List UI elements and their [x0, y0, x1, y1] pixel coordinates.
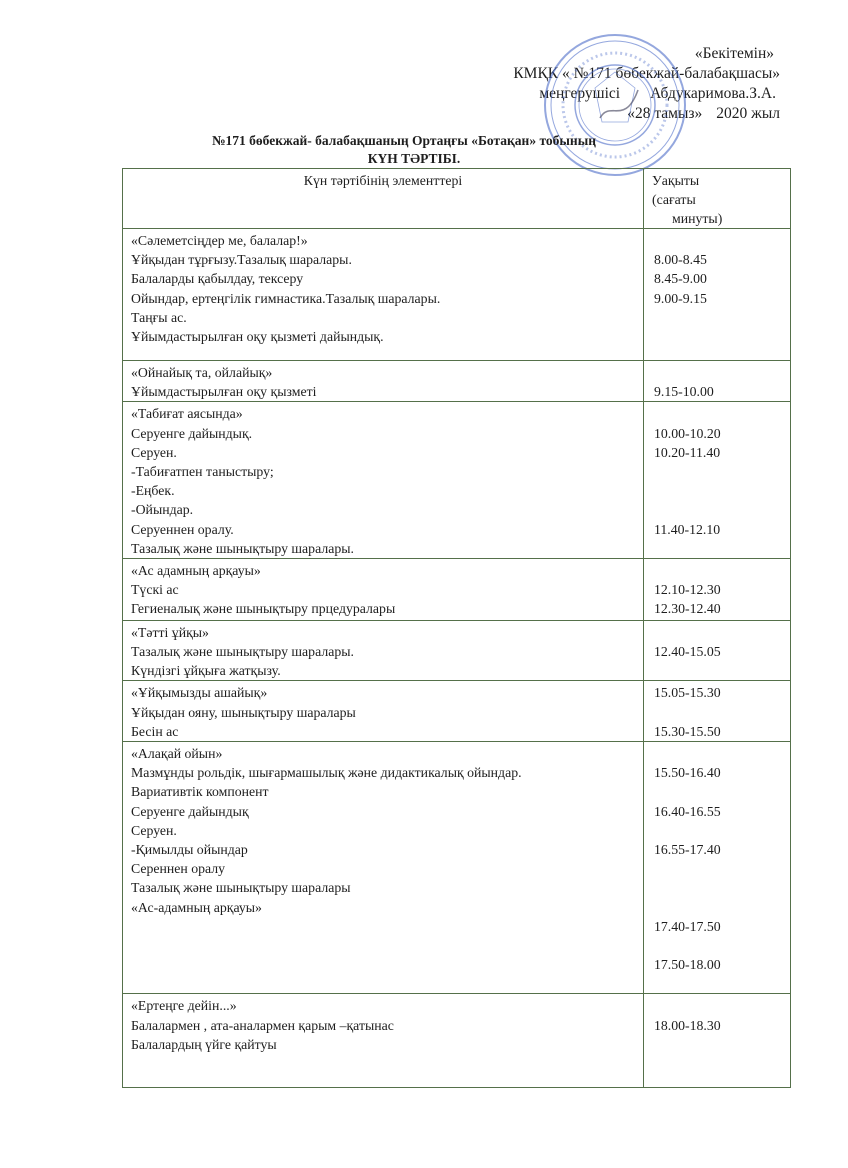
activity-item: Ойындар, ертеңгілік гимнастика.Тазалық шаралары.	[131, 290, 441, 306]
activity-item: Серуен.	[131, 444, 177, 460]
approval-name: Абдукаримова.З.А.	[650, 85, 776, 102]
activity-item	[131, 936, 639, 955]
time-value	[654, 936, 786, 955]
activity-item: Серуен.	[131, 822, 177, 838]
time-value	[654, 703, 786, 722]
time-cell	[644, 229, 791, 361]
table-header-row	[123, 169, 791, 229]
time-cell	[644, 361, 791, 402]
activity-item: Ұйқыдан тұрғызу.Тазалық шаралары.	[131, 252, 352, 268]
time-cell	[644, 994, 791, 1088]
approval-date: «28 тамыз»	[627, 105, 703, 122]
time-value	[654, 878, 786, 897]
time-value: 16.40-16.55	[654, 803, 721, 819]
time-value	[654, 231, 786, 250]
time-value: 10.20-11.40	[654, 444, 721, 460]
table-row	[123, 681, 791, 742]
time-value	[654, 661, 786, 680]
time-value	[654, 898, 786, 917]
time-value: 15.05-15.30	[654, 685, 721, 701]
table-row	[123, 994, 791, 1088]
activity-item: Таңғы ас.	[131, 309, 187, 325]
activity-item: Балаларды қабылдау, тексеру	[131, 271, 304, 287]
time-value: 9.00-9.15	[654, 290, 707, 306]
time-cell	[644, 742, 791, 994]
table-row	[123, 229, 791, 361]
activity-item: Ұйқыдан ояну, шынықтыру шаралары	[131, 704, 356, 720]
time-value: 16.55-17.40	[654, 841, 721, 857]
time-cell	[644, 558, 791, 620]
activity-item: -Ойындар.	[131, 502, 194, 518]
activity-item: -Еңбек.	[131, 483, 175, 499]
time-value	[654, 821, 786, 840]
activity-cell	[123, 681, 644, 742]
time-value	[654, 327, 786, 346]
activity-item: «Тәтті ұйқы»	[131, 624, 209, 640]
activity-cell	[123, 742, 644, 994]
time-value	[654, 1035, 786, 1054]
document-title: №171 бөбекжай- балабақшаның Ортаңғы «Ботақан» тобының	[211, 133, 597, 148]
time-value	[654, 404, 786, 423]
daily-schedule-table	[122, 168, 791, 1088]
activity-item: «Ұйқымызды ашайық»	[131, 685, 268, 701]
time-value: 12.10-12.30	[654, 582, 721, 598]
activity-item: «Табиғат аясында»	[131, 406, 243, 422]
time-cell	[644, 402, 791, 559]
time-value: 11.40-12.10	[654, 521, 721, 537]
activity-item: -Қимылды ойындар	[131, 841, 248, 857]
table-row	[123, 620, 791, 681]
approval-role: меңгерушісі	[539, 85, 621, 102]
activity-item	[131, 955, 639, 974]
time-value	[654, 782, 786, 801]
time-value	[654, 623, 786, 642]
activity-cell	[123, 402, 644, 559]
activity-item: Бесін ас	[131, 723, 179, 739]
activity-item: Күндізгі ұйқыға жатқызу.	[131, 663, 281, 679]
activity-item: Балалардың үйге қайтуы	[131, 1036, 277, 1052]
time-cell	[644, 681, 791, 742]
time-value: 8.00-8.45	[654, 252, 707, 268]
activity-item	[131, 974, 639, 993]
activity-item: «Алақай ойын»	[131, 746, 223, 761]
activity-item	[131, 917, 639, 936]
activity-item: Вариативтік компонент	[131, 784, 269, 800]
time-value	[654, 561, 786, 580]
time-value: 17.40-17.50	[654, 918, 721, 934]
signature-mark	[600, 90, 638, 118]
time-value: 9.15-10.00	[654, 384, 714, 400]
time-value	[654, 462, 786, 481]
activity-item: Балалармен , ата-аналармен қарым –қатынас	[131, 1017, 394, 1033]
table-row	[123, 402, 791, 559]
time-cell	[644, 620, 791, 681]
time-value: 15.50-16.40	[654, 765, 721, 781]
time-value: 12.30-12.40	[654, 601, 721, 617]
header-elements: Күн тәртібінің элементтері	[123, 169, 644, 229]
activity-item: Серуенге дайындық.	[131, 425, 253, 441]
activity-item: Тазалық және шынықтыру шаралары.	[131, 540, 354, 556]
activity-cell	[123, 558, 644, 620]
table-row	[123, 558, 791, 620]
approval-year: 2020 жыл	[716, 105, 780, 122]
activity-item: «Ас-адамның арқауы»	[131, 899, 262, 915]
time-value	[654, 744, 786, 763]
activity-item: Ұйымдастырылған оқу қызметі	[131, 384, 317, 400]
time-value: 12.40-15.05	[654, 644, 721, 660]
activity-item: Түскі ас	[131, 582, 179, 598]
activity-item: «Сәлеметсіңдер ме, балалар!»	[131, 233, 308, 248]
activity-item: Серуенге дайындық	[131, 803, 249, 819]
time-value	[654, 996, 786, 1015]
approval-heading: «Бекітемін»	[694, 45, 774, 62]
time-value	[654, 481, 786, 500]
activity-item: «Ас адамның арқауы»	[131, 562, 261, 578]
activity-cell	[123, 229, 644, 361]
activity-item: Тазалық және шынықтыру шаралары	[131, 880, 351, 896]
table-row	[123, 742, 791, 994]
activity-item: Мазмұнды рольдік, шығармашылық және дидактикалық ойындар.	[131, 765, 522, 781]
time-value: 18.00-18.30	[654, 1017, 721, 1033]
time-value	[654, 859, 786, 878]
time-value	[654, 363, 786, 382]
activity-item: «Ойнайық та, ойлайық»	[131, 365, 273, 380]
table-row	[123, 361, 791, 402]
activity-item: «Ертеңге дейін...»	[131, 998, 237, 1014]
activity-item: Сереннен оралу	[131, 861, 226, 877]
time-value	[654, 308, 786, 327]
activity-item: Серуеннен оралу.	[131, 521, 234, 537]
time-value	[654, 500, 786, 519]
time-value	[654, 974, 786, 993]
time-value: 17.50-18.00	[654, 957, 721, 973]
time-value: 15.30-15.50	[654, 723, 721, 739]
activity-item: Тазалық және шынықтыру шаралары.	[131, 644, 354, 660]
time-value	[654, 539, 786, 558]
activity-item: Ұйымдастырылған оқу қызметі дайындық.	[131, 328, 384, 344]
activity-cell	[123, 620, 644, 681]
activity-item: Гегиеналық және шынықтыру прцедуралары	[131, 601, 396, 617]
document-subtitle: КҮН ТӘРТІБІ.	[367, 151, 461, 166]
time-value: 10.00-10.20	[654, 425, 721, 441]
time-value: 8.45-9.00	[654, 271, 707, 287]
activity-cell	[123, 994, 644, 1088]
header-time: Уақыты (сағаты минуты)	[644, 169, 791, 229]
approval-organization: КМҚК « №171 бөбекжай-балабақшасы»	[513, 65, 780, 82]
activity-cell	[123, 361, 644, 402]
activity-item: -Табиғатпен таныстыру;	[131, 463, 274, 479]
